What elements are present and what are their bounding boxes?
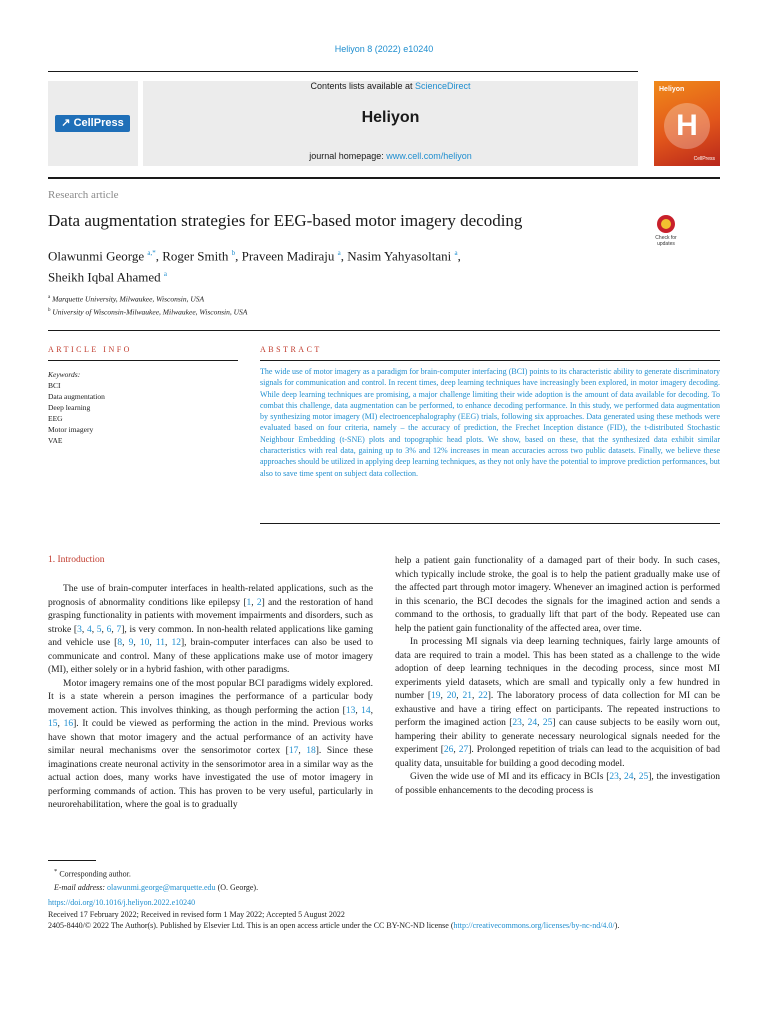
homepage-prefix: journal homepage: bbox=[309, 151, 387, 161]
body-text: , bbox=[370, 705, 373, 716]
abstract-text: The wide use of motor imagery as a paradigm for brain-computer interfacing (BCI) points to its characteristic ability to generate discriminatory signals for communication and control. In recent times, deep learning techniques have increasingly been explored, in motor imagery decoding. While deep learning techniques are promising, a major challenge limiting their wide adoption is the amount of data available for decoding. To combat this challenge, data augmentation can be performed, to enhance decoding performance. In this study, we performed data augmentation by synthesizing motor imagery (MI) electroencephalography (EEG) trials, following six approaches. Data generated using these methods were evaluated based on four criteria, namely – the accuracy of prediction, the Frechet Inception distance (FID), the t-distributed Stochastic Neighbour Embedding (t-SNE) plots and topographic head plots. We show, based on these, that the synthesized data exhibit similar characteristics with real data, gaining up to 3% and 12% increases in mean accuracies across two public datasets. Finally, we believe these approaches should be utilized in applying deep learning techniques, as they not only have the potential to improve prediction performances, but also to save time spent on subject data collection. bbox=[260, 367, 720, 478]
journal-homepage-link[interactable]: www.cell.com/heliyon bbox=[386, 151, 472, 161]
body-text: , bbox=[633, 772, 639, 782]
affiliations bbox=[48, 292, 247, 317]
citation-link[interactable]: 4 bbox=[86, 624, 92, 635]
citation-link[interactable]: 25 bbox=[638, 772, 649, 782]
citation-link[interactable]: 21 bbox=[462, 691, 473, 701]
article-title: Data augmentation strategies for EEG-based motor imagery decoding bbox=[48, 211, 523, 230]
citation-link[interactable]: 24 bbox=[624, 772, 634, 782]
author-name[interactable]: Olawunmi George bbox=[48, 248, 145, 264]
abstract-end-rule bbox=[260, 523, 720, 524]
check-updates-label: Check for updates bbox=[655, 235, 677, 247]
citation-link[interactable]: 12 bbox=[171, 638, 181, 648]
abstract-rule bbox=[260, 360, 720, 361]
body-text: , bbox=[91, 624, 97, 635]
keyword-item: Deep learning bbox=[48, 403, 91, 412]
body-text: , bbox=[133, 638, 140, 648]
received-dates: Received 17 February 2022; Received in revised form 1 May 2022; Accepted 5 August 2022 bbox=[48, 909, 345, 919]
body-paragraph bbox=[395, 771, 720, 798]
citation-link[interactable]: 5 bbox=[96, 624, 102, 635]
body-text: ] can cause subjects to be easily worn out, hampering their ability to generate necessary neurological signals needed for the experiment [ bbox=[395, 718, 720, 755]
body-text: , bbox=[122, 638, 129, 648]
citation-link[interactable]: 24 bbox=[527, 718, 538, 728]
affiliation-item: $^b$ University of Wisconsin-Milwaukee, Milwaukee, Wisconsin, USA bbox=[48, 307, 248, 316]
author-affil-mark[interactable]: b bbox=[231, 249, 236, 257]
affiliation-item: $^a$ Marquette University, Milwaukee, Wisconsin, USA bbox=[48, 294, 205, 304]
body-text: , bbox=[57, 719, 64, 729]
body-text: ] and the restoration of hand grasping functionality in patients with movement impairments and disorders, such as stroke [ bbox=[48, 597, 374, 635]
citation-link[interactable]: 23 bbox=[512, 718, 522, 728]
header-rule bbox=[48, 177, 720, 179]
keyword-item: EEG bbox=[48, 414, 63, 423]
affiliation-rule bbox=[48, 330, 720, 331]
citation-link[interactable]: 8 bbox=[117, 638, 123, 648]
citation-link[interactable]: 15 bbox=[48, 719, 58, 729]
keyword-item: BCI bbox=[48, 381, 61, 390]
journal-banner bbox=[143, 81, 638, 166]
article-metadata bbox=[48, 897, 720, 932]
author-name[interactable]: Nasim Yahyasoltani bbox=[347, 248, 452, 264]
body-text: , bbox=[149, 638, 156, 648]
body-text: , bbox=[101, 624, 107, 635]
keywords-label: Keywords: bbox=[48, 370, 81, 379]
keyword-item: Data augmentation bbox=[48, 392, 105, 401]
cover-title: Heliyon bbox=[659, 86, 685, 93]
check-updates-icon bbox=[657, 215, 675, 233]
citation-link[interactable]: 22 bbox=[478, 691, 488, 701]
body-text: ]. It could be viewed as performing the action in the mind. Previous works have shown that motor imagery and the actual performance of an activity have similar neural mechanisms over the sensorimotor cortex [ bbox=[48, 719, 374, 756]
citation-link[interactable]: 10 bbox=[139, 638, 150, 648]
citation-link[interactable]: 1 bbox=[246, 597, 252, 608]
author-affil-mark[interactable]: a bbox=[454, 249, 458, 257]
body-text: , bbox=[81, 624, 87, 635]
body-text: ]. Prolonged repetition of trials can lead to the acquisition of bad quality data, unsuitable for building a good decoding model. bbox=[395, 745, 720, 769]
cover-press-mark: CellPress bbox=[693, 156, 715, 162]
body-text: ], the investigation of possible enhancements to the decoding process is bbox=[395, 772, 721, 796]
citation-link[interactable]: 25 bbox=[542, 718, 553, 728]
citation-link[interactable]: 3 bbox=[77, 624, 82, 635]
email-label: E-mail address: bbox=[54, 882, 106, 892]
body-column-left bbox=[48, 583, 373, 813]
citation-link[interactable]: 7 bbox=[116, 624, 122, 635]
article-info-rule bbox=[48, 360, 238, 361]
contents-line bbox=[143, 81, 638, 91]
publisher-logo-panel bbox=[48, 81, 138, 166]
author-name[interactable]: Praveen Madiraju bbox=[241, 248, 335, 264]
cellpress-logo[interactable]: ↗ CellPress bbox=[55, 115, 130, 132]
author-affil-mark[interactable]: a bbox=[337, 249, 341, 257]
author-affil-mark[interactable]: a bbox=[163, 270, 168, 279]
body-text: , bbox=[251, 597, 257, 608]
doi-link[interactable]: https://doi.org/10.1016/j.heliyon.2022.e10240 bbox=[48, 898, 196, 907]
abstract-heading: ABSTRACT bbox=[260, 345, 322, 354]
citation-link[interactable]: 16 bbox=[63, 719, 74, 729]
body-text: , bbox=[453, 745, 459, 755]
cover-h-logo: H bbox=[664, 103, 710, 149]
citation-link[interactable]: 18 bbox=[306, 746, 316, 756]
body-text: ]. The laboratory process of data collection for MI can be exhaustive and have a tiring effect on participants. The repeated instructions to perform the imagined action [ bbox=[395, 691, 721, 728]
citation-link[interactable]: 19 bbox=[431, 691, 441, 701]
body-text: In processing MI signals via deep learning techniques, fairly large amounts of data are required to train a model. This has been stated as a challenge to the wide adoption of deep learning techniques in the decoding process, since most MI experiments yield datasets, which are small and typically only a few hundred in number [ bbox=[395, 637, 720, 701]
body-text: ], is very common. In non-health related applications like gaming and vehicle use [ bbox=[48, 624, 374, 648]
cellpress-label: CellPress bbox=[73, 117, 124, 129]
citation-link[interactable]: 11 bbox=[155, 638, 165, 648]
keyword-item: VAE bbox=[48, 436, 63, 445]
body-text: The use of brain-computer interfaces in health-related applications, such as the prognosis of abnormality conditions like epilepsy [ bbox=[48, 584, 373, 608]
check-for-updates-button[interactable] bbox=[646, 215, 686, 255]
author-name[interactable]: Roger Smith bbox=[162, 248, 229, 264]
top-rule bbox=[48, 71, 638, 72]
body-text: help a patient gain functionality of a damaged part of their body. In such cases, which typically include stroke, the goal is to help the patient gradually make use of the affected part through motor imagery. Whenever an imagined action is performed in this scenario, the BCI decodes the signals for the imagined action and sends a command to the orthosis, to gradually lift that part of the body. Repeated use can help the patient gain functionality of the affected area, over time. bbox=[395, 556, 720, 634]
body-text: , bbox=[618, 772, 625, 782]
body-text: , bbox=[164, 638, 172, 648]
citation-link[interactable]: 14 bbox=[361, 705, 371, 716]
footnote-rule bbox=[48, 860, 96, 861]
body-text: , bbox=[537, 718, 543, 728]
author-email-link[interactable]: olawunmi.george@marquette.edu bbox=[107, 882, 216, 892]
citation-link[interactable]: 20 bbox=[446, 691, 457, 701]
license-statement: 2405-8440/© 2022 The Author(s). Published by Elsevier Ltd. This is an open access article under the CC BY-NC-ND license (http://creativecommons.org/licenses/by-nc-nd/4.0/). bbox=[48, 921, 620, 930]
footnote: * Corresponding author. E-mail address: olawunmi.george@marquette.edu (O. George). bbox=[54, 868, 259, 892]
body-paragraph bbox=[395, 636, 720, 771]
author-list: Olawunmi George $^{a,*}$, Roger Smith $^b$, Praveen Madiraju $^a$, Nasim Yahyasoltani $^a$, Sheikh Iqbal Ahamed $^a$ bbox=[48, 248, 461, 285]
body-text: Motor imagery remains one of the most popular BCI paradigms widely explored. It is a state wherein a person imagines the performance of a particular body movement action. This involves thinking, as though performing the action [ bbox=[48, 678, 373, 716]
citation-link[interactable]: 23 bbox=[609, 772, 619, 782]
article-type: Research article bbox=[48, 189, 119, 201]
body-text: , bbox=[456, 691, 463, 701]
body-text: , bbox=[298, 746, 307, 756]
journal-name: Heliyon bbox=[361, 109, 420, 126]
citation-link[interactable]: 17 bbox=[288, 746, 299, 756]
citation-link[interactable]: 26 bbox=[443, 745, 454, 755]
citation-link[interactable]: 9 bbox=[128, 638, 134, 648]
email-suffix: (O. George). bbox=[215, 882, 259, 892]
keyword-item: Motor imagery bbox=[48, 425, 94, 434]
sciencedirect-link[interactable]: ScienceDirect bbox=[415, 81, 471, 91]
citation-link[interactable]: 13 bbox=[345, 705, 356, 716]
keywords-list bbox=[48, 369, 105, 446]
author-name[interactable]: Sheikh Iqbal Ahamed bbox=[48, 269, 161, 285]
body-text: , bbox=[355, 705, 362, 716]
corresponding-author-note: Corresponding author. bbox=[59, 869, 131, 879]
journal-cover-image[interactable] bbox=[654, 81, 720, 166]
body-paragraph bbox=[48, 583, 373, 678]
contents-prefix: Contents lists available at bbox=[310, 81, 416, 91]
body-text: , bbox=[440, 691, 447, 701]
body-column-right bbox=[395, 555, 720, 798]
body-text: , bbox=[472, 691, 479, 701]
running-head[interactable]: Heliyon 8 (2022) e10240 bbox=[334, 44, 434, 54]
body-paragraph bbox=[395, 555, 720, 636]
body-text: , bbox=[521, 718, 528, 728]
body-text: , bbox=[111, 624, 117, 635]
body-text: ], brain-computer interfaces can also be used to communicate and control. Many of these applications make use of motor imagery (MI), either solely or in a hybrid fashion, with other paradigms. bbox=[48, 638, 374, 675]
citation-link[interactable]: 27 bbox=[458, 745, 469, 755]
license-link[interactable]: http://creativecommons.org/licenses/by-nc-nd/4.0/ bbox=[453, 921, 615, 930]
homepage-line bbox=[143, 151, 638, 161]
body-text: ]. Since these imaginations create neuronal activity in the sensorimotor area in a similar way as the actual action does, many works have investigated the use of motor imagery in performing commands of action. This has proven to be very useful, particularly in neurorehabilitation, where the goal is to gradually bbox=[48, 746, 374, 810]
author-affil-mark[interactable]: a,* bbox=[147, 249, 156, 257]
citation-link[interactable]: 6 bbox=[106, 624, 112, 635]
section-heading-introduction: 1. Introduction bbox=[48, 555, 105, 565]
body-paragraph bbox=[48, 678, 373, 813]
citation-link[interactable]: 2 bbox=[256, 597, 262, 608]
article-info-heading: ARTICLE INFO bbox=[48, 345, 132, 354]
body-text: Given the wide use of MI and its efficacy in BCIs [ bbox=[410, 772, 610, 782]
